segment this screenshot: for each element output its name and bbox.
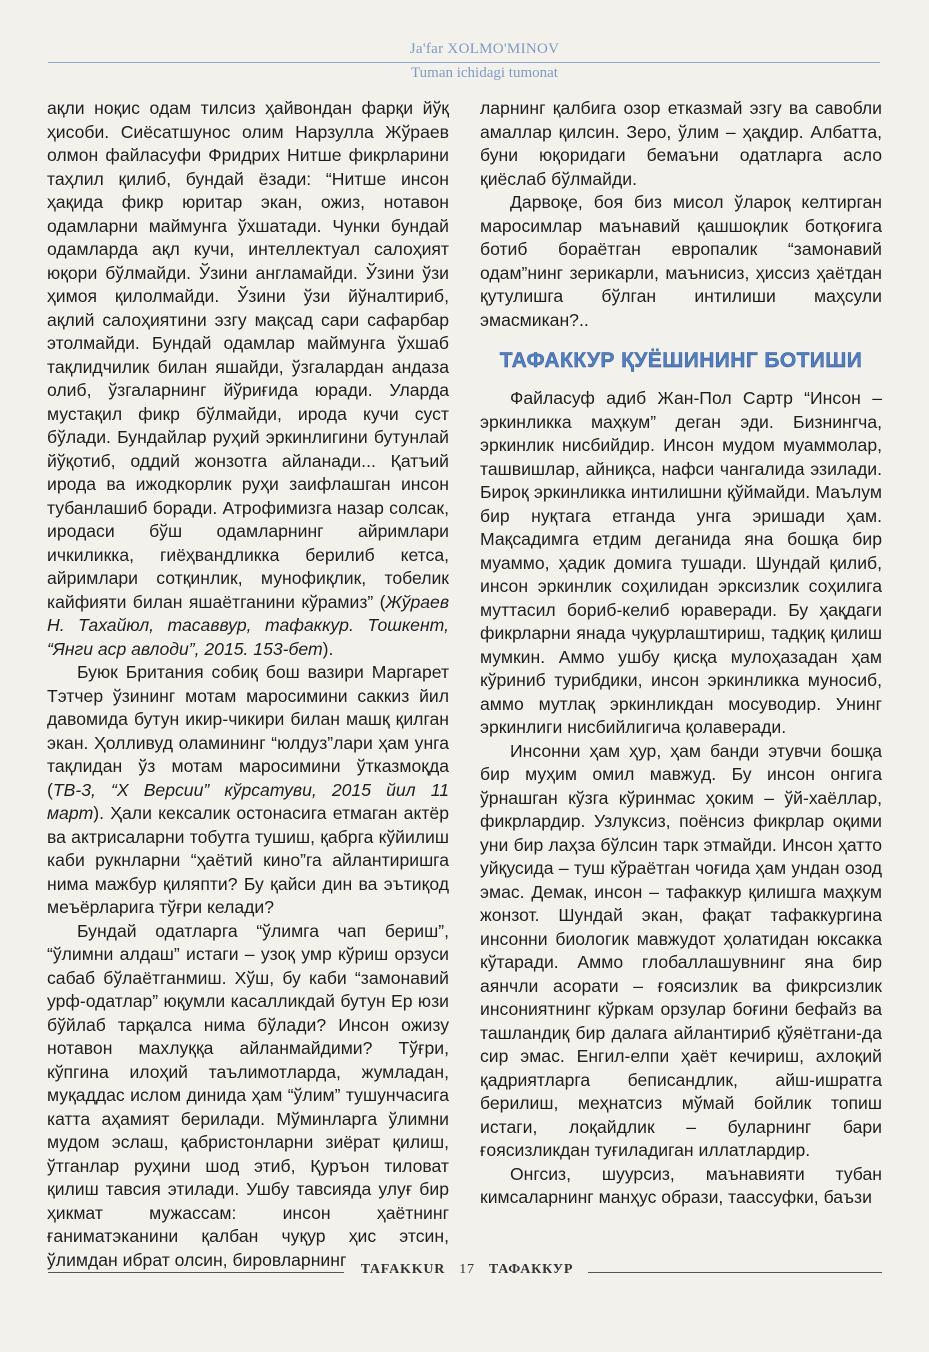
paragraph: Файласуф адиб Жан-Пол Сартр “Инсон – эркинликка маҳкум” деган эди. Бизнингча, эркинлик нисбийдир. Инсон мудом муаммолар, ташвишлар, айниқса, нафси чангалида эзилади. Бироқ эркинликка интилишни қўймайди. Маълум бир нуқтага етганда унга эришади ҳам. Мақсадимга етдим деганида яна бошқа бир муаммо, ҳадик домига тушади. Шундай қилиб, инсон эркинлик соҳилидан эрксизлик соҳилига муттасил бориб-келиб юраверади. Бу ҳақдаги фикрларни янада чуқурлаштириш, тадқиқ қилиш мумкин. Аммо ушбу қисқа мулоҳазадан ҳам кўриниб турибдики, инсон эркинликка муносиб, аммо мутлақ эркинликдан мосуводир. Унинг эркинлиги нисбийлигича қолаверади. (480, 388, 882, 737)
author-name: Ja'far XOLMO'MINOV (409, 41, 560, 57)
left-column (47, 97, 449, 1272)
footer-rule-left (48, 1272, 344, 1273)
article-title: Tuman ichidagi tumonat (411, 65, 558, 81)
right-column (480, 97, 882, 1210)
footer-magazine-cyrillic: ТАФАККУР (488, 1262, 574, 1277)
page-number: 17 (459, 1262, 475, 1277)
header-rule (48, 62, 880, 63)
citation: Жўраев Н. Тахайюл, тасаввур, тафаккур. Тошкент, “Янги аср авлоди”, 2015. 153-бет (47, 591, 449, 659)
paragraph-text: ақли ноқис одам тилсиз ҳайвондан фарқи йўқ ҳисоби. Сиёсатшунос олим Нарзулла Жўраев олмон файласуфи Фридрих Нитше фикрларини таҳлил қилиб, бундай ёзади: “Нитше инсон ҳақида фикр юритар экан, ожиз, нотавон одамларни маймунга ўхшатади. Чунки бундай одамларда ақл кучи, интеллектуал салоҳият юқори бўлмайди. Ўзини англамайди. Ўзини ўзи ҳимоя қилолмайди. Ўзини ўзи йўналтириб, ақлий салоҳиятини эзгу мақсад сари сафарбар этолмайди. Бундай одамлар маймунга ўхшаб тақлидчилик билан яшайди, ўзгалардан андаза олиб, ўзгаларнинг йўриғида юради. Уларда мустақил фикр бўлмайди, ирода кучи суст бўлади. Бундайлар руҳий эркинлигини бутунлай йўқотиб, оддий жонзотга айланади... Қатъий ирода ва ижодкорлик руҳи заифлашган инсон тубанлашиб боради. Атрофимизга назар солсак, иродаси бўш одамларнинг айримлари ичкиликка, гиёҳвандликка берилиб кетса, айримлари сотқинлик, мунофиқлик, тобелик кайфияти билан яшаётганини кўрамиз” ( (47, 98, 449, 612)
paragraph: Дарвоқе, боя биз мисол ўлароқ келтирган маросимлар маънавий қашшоқлик ботқоғига ботиб бораётган европалик “замонавий одам”нинг зерикарли, маънисиз, ҳиссиз ҳаётдан қутулишга бўлган интилиши маҳсули эмасмикан?.. (480, 192, 882, 330)
running-head (0, 40, 929, 82)
paragraph: ларнинг қалбига озор етказмай эзгу ва савобли амаллар қилсин. Зеро, ўлим – ҳақдир. Албатта, буни юқоридаги бемаъни одатларга асло қиёслаб бўлмайди. (480, 98, 882, 189)
paragraph-text: ). Ҳали кексалик остонасига етмаган актёр ва актрисаларни тобутга тушиш, қабрга кўйилиш каби рукнларни “ҳаётий кино”га айлантиришга нима мажбур қиляпти? Бу қайси дин ва эътиқод меъёрларига тўғри келади? (47, 803, 449, 917)
paragraph: Инсонни ҳам ҳур, ҳам банди этувчи бошқа бир муҳим омил мавжуд. Бу инсон онгига ўрнашган кўзга кўринмас ҳоким – ўй-хаёллар, фикрлардир. Узлуксиз, поёнсиз фикрлар оқими уни бир лаҳза бўлсин тарк этмайди. Инсон ҳатто уйқусида – туш кўраётган чоғида ҳам ундан озод эмас. Демак, инсон – тафаккур қилишга маҳкум жонзот. Шундай экан, фақат тафаккургина инсонни биологик мавжудот ҳолатидан юксакка кўтаради. Аммо глобаллашувнинг яна бир аянчли асорати – ғоясизлик ва фикрсизлик инсониятнинг кўркам орзулар боғини бефайз ва ташландиқ бир далага айлантириб қўяётгани-да сир эмас. Енгил-елпи ҳаёт кечириш, ахлоқий қадриятларга беписандлик, айш-ишратга берилиш, меҳнатсиз мўмай бойлик топиш истаги, лоқайдлик – буларнинг бари ғоясизликдан туғиладиган иллатлардир. (480, 740, 882, 1160)
footer-rule-right (588, 1272, 882, 1273)
paragraph: Бундай одатларга “ўлимга чап бериш”, “ўлимни алдаш” истаги – узоқ умр кўриш орзуси сабаб бўлаётганмиш. Хўш, бу каби “замонавий урф-одатлар” юқумли касалликдай бутун Ер юзи бўйлаб тарқалса нима бўлади? Инсон ожизу нотавон махлуққа айланмайдими? Тўғри, кўпгина илоҳий таълимотларда, жумладан, муқаддас ислом динида ҳам “ўлим” тушунчасига катта аҳамият берилади. Мўминларга ўлимни мудом эслаш, қабристонларни зиёрат қилиш, ўтганлар руҳини шод этиб, Қуръон тиловат қилиш тавсия этилади. Ушбу тавсияда улуғ бир ҳикмат мужассам: инсон ҳаётнинг ғаниматэканини қалбан чуқур ҳис этсин, ўлимдан ибрат олсин, бировларнинг (47, 920, 449, 1270)
paragraph-text: Буюк Британия собиқ бош вазири Маргарет Тэтчер ўзининг мотам маросимини саккиз йил давомида бутун икир-чикири билан машқ қилган экан. Ҳолливуд оламининг “юлдуз”лари ҳам унга тақлидан ўз мотам маросимини ўтказмоқда ( (47, 662, 449, 800)
page-footer (48, 1262, 882, 1282)
paragraph: Онгсиз, шуурсиз, маънавияти тубан кимсаларнинг манҳус образи, таассуфки, баъзи (480, 1163, 882, 1207)
footer-magazine-latin: TAFAKKUR (360, 1262, 446, 1277)
section-heading: ТАФАККУР ҚУЁШИНИНГ БОТИШИ (499, 349, 863, 372)
citation: ТВ-3, “Х Версии” кўрсатуви, 2015 йил 11 март (47, 779, 449, 823)
paragraph (47, 661, 449, 920)
paragraph (47, 97, 449, 661)
paragraph-text: ). (322, 638, 334, 659)
footer-text (352, 1262, 582, 1278)
